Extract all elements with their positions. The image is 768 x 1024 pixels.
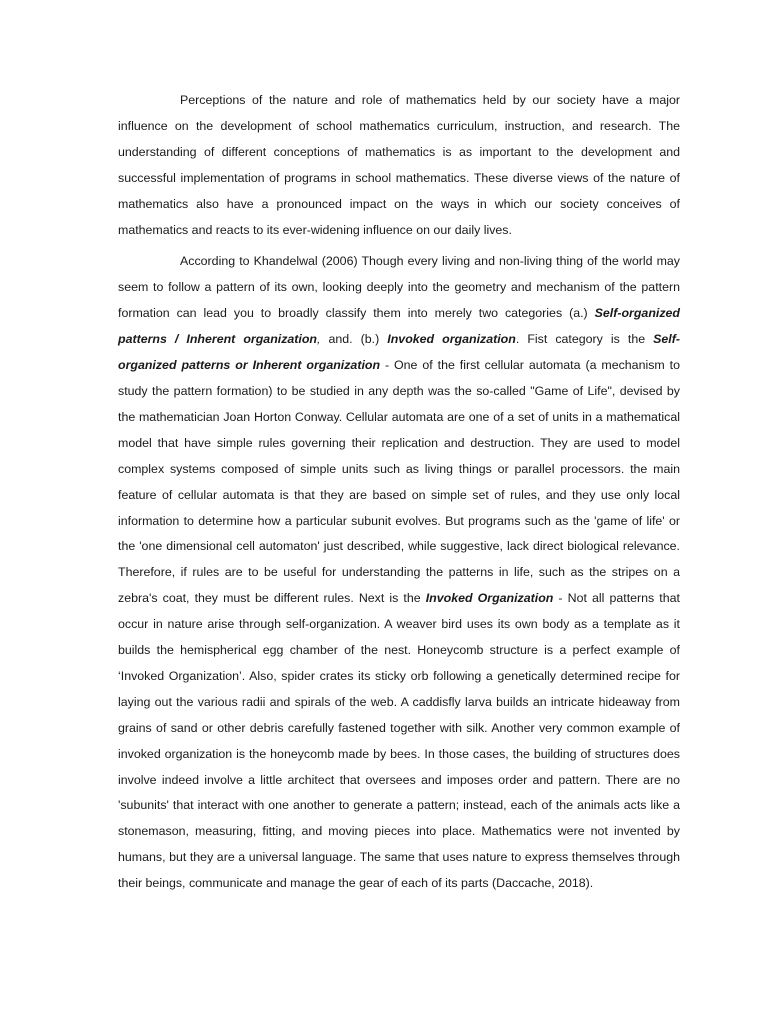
paragraph-2-text: According to Khandelwal (2006) Though every living and non-living thing of the world may seem to follow a pattern of its own, looking deeply into the geometry and mechanism of the pattern formation can lead you to broadly classify them into merely two categories (a.) — [118, 254, 680, 321]
comma-italic: , — [317, 332, 321, 347]
paragraph-2 — [118, 249, 680, 897]
paragraph-1: Perceptions of the nature and role of mathematics held by our society have a major influence on the development of school mathematics curriculum, instruction, and research. The understanding of different conceptions of mathematics is as important to the development and successful implementation of programs in school mathematics. These diverse views of the nature of mathematics also have a pronounced impact on the ways in which our society conceives of mathematics and reacts to its ever-widening influence on our daily lives. — [118, 93, 680, 237]
term-self-organized-patterns-inherent: Self-organized patterns or Inherent organization — [118, 332, 681, 373]
term-invoked-organization-next: Invoked Organization — [425, 591, 554, 606]
paragraph-2-text: - One of the first cellular automata (a mechanism to study the pattern formation) to be studied in any depth was the so-called "Game of Life", devised by the mathematician Joan Horton Conway. Cellular automata are one of a set of units in a mathematical model that have simple rules governing their replication and destruction. They are used to model complex systems composed of simple units such as living things or parallel processors. the main feature of cellular automata is that they are based on simple set of rules, and they use only local information to determine how a particular subunit evolves. But programs such as the 'game of life' or the 'one dimensional cell automaton' just described, while suggestive, lack direct biological relevance. Therefore, if rules are to be useful for understanding the patterns in life, such as the stripes on a zebra's coat, they must be different rules. Next is the — [118, 358, 680, 606]
term-invoked-organization: Invoked organization — [387, 332, 516, 347]
paragraph-2-text: and. (b.) — [320, 332, 388, 347]
term-self-organized-patterns: Self-organized patterns / Inherent organization — [118, 306, 680, 347]
document-body — [118, 88, 680, 897]
paragraph-2-text: - Not all patterns that occur in nature arise through self-organization. A weaver bird uses its own body as a template as it builds the hemispherical egg chamber of the nest. Honeycomb structure is a perfect example of ‘Invoked Organization’. Also, spider crates its sticky orb following a genetically determined recipe for laying out the various radii and spirals of the web. A caddisfly larva builds an intricate hideaway from grains of sand or other debris carefully fastened together with silk. Another very common example of invoked organization is the honeycomb made by bees. In those cases, the building of structures does involve indeed involve a little architect that oversees and imposes order and pattern. There are no 'subunits' that interact with one another to generate a pattern; instead, each of the animals acts like a stonemason, measuring, fitting, and moving pieces into place. Mathematics were not invented by humans, but they are a universal language. The same that uses nature to express themselves through their beings, communicate and manage the gear of each of its parts (Daccache, 2018). — [118, 591, 680, 891]
paragraph-2-text: . Fist category is the — [515, 332, 654, 347]
